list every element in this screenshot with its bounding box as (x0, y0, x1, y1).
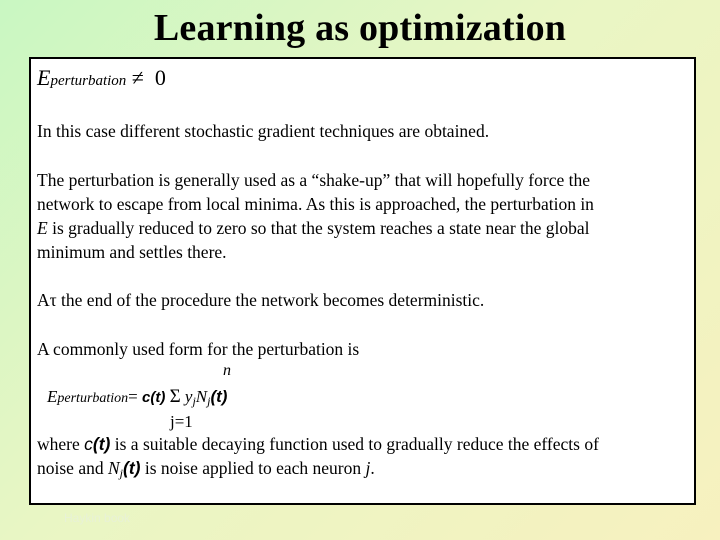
sum-upper-limit: n (223, 362, 231, 379)
sigma-symbol: Σ (169, 386, 181, 407)
where-line1-rest: is a suitable decaying function used to gradually reduce the effects of (110, 434, 599, 454)
paragraph-stochastic: In this case different stochastic gradient techniques are obtained. (37, 121, 490, 141)
formula-n-subscript: j (207, 394, 211, 408)
footer-text: Haykin book (64, 511, 131, 525)
paragraph-shakeup-line1: The perturbation is generally used as a “shake-up” that will hopefully force the (37, 170, 590, 190)
perturbation-inequality (37, 64, 166, 95)
paragraph-shakeup-line2: network to escape from local minima. As this is approached, the perturbation in (37, 194, 594, 214)
noise-n-subscript: j (119, 466, 123, 480)
slide-title: Learning as optimization (153, 7, 567, 49)
formula-coefficient: c(t) (142, 389, 166, 406)
c-function: c (84, 434, 93, 454)
where-period: . (370, 458, 375, 478)
noise-arg: (t) (123, 458, 141, 478)
formula-e-symbol: E (47, 387, 58, 406)
paragraph-form-intro: A commonly used form for the perturbation is (37, 339, 360, 359)
paragraph-where (37, 432, 599, 485)
noise-n: N (107, 458, 120, 478)
c-function-arg: (t) (92, 434, 111, 454)
paragraph-where-line2 (37, 456, 599, 485)
formula-argument: (t) (210, 387, 228, 406)
e-symbol: E (37, 65, 51, 90)
paragraph-shakeup (37, 168, 594, 264)
where-line2-prefix: noise and (37, 458, 108, 478)
paragraph-shakeup-line3-text: is gradually reduced to zero so that the system reaches a state near the global (47, 218, 590, 238)
zero-value: 0 (154, 65, 166, 90)
e-variable: E (37, 218, 48, 238)
paragraph-shakeup-line4: minimum and settles there. (37, 242, 227, 262)
not-equal-symbol: ≠ (131, 65, 144, 90)
formula-e-subscript: perturbation (57, 391, 129, 406)
paragraph-shakeup-line3 (37, 216, 594, 240)
where-prefix: where (37, 434, 85, 454)
formula-equals: = (128, 387, 138, 406)
paragraph-where-line1 (37, 432, 599, 456)
neuron-j: j (365, 458, 371, 478)
where-line2-rest: is noise applied to each neuron (140, 458, 366, 478)
e-subscript: perturbation (50, 73, 127, 89)
formula-y: y (184, 387, 193, 406)
sum-lower-limit: j=1 (170, 412, 193, 431)
formula-main (47, 386, 227, 409)
formula-y-subscript: j (192, 394, 196, 408)
formula-n: N (195, 387, 208, 406)
paragraph-deterministic: Aτ the end of the procedure the network becomes deterministic. (37, 290, 485, 310)
